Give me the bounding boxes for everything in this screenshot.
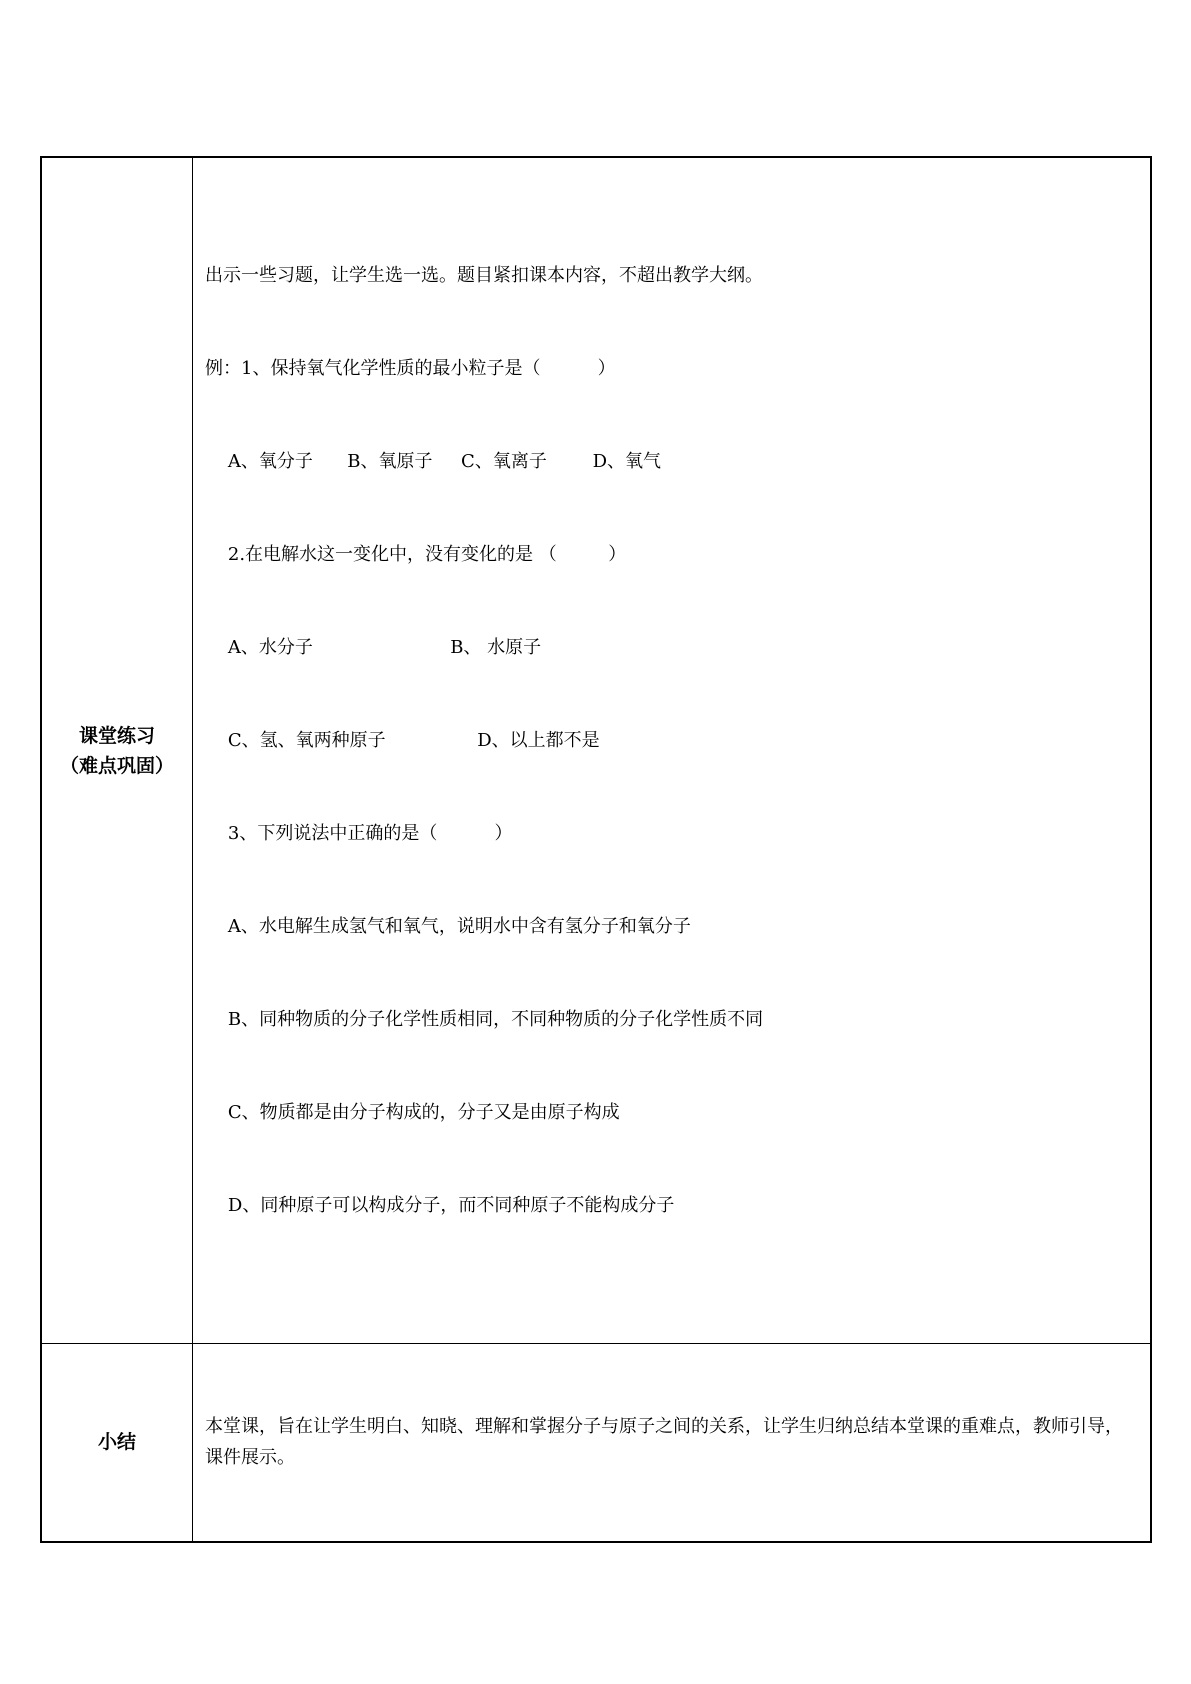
lesson-plan-table <box>40 156 1152 1543</box>
practice-label <box>42 721 192 781</box>
question-3-option-a-line: A、水电解生成氢气和氧气，说明水中含有氢分子和氧分子 <box>205 916 691 937</box>
question-2-options-ab-line: A、水分子 B、 水原子 <box>205 637 542 658</box>
practice-intro-line: 出示一些习题，让学生选一选。题目紧扣课本内容，不超出教学大纲。 <box>205 265 763 286</box>
practice-label-cell <box>41 157 193 1344</box>
summary-row <box>41 1344 1151 1542</box>
question-3-option-b-line: B、同种物质的分子化学性质相同，不同种物质的分子化学性质不同 <box>205 1009 764 1030</box>
question-1-options-line: A、氧分子 B、氧原子 C、氧离子 D、氧气 <box>205 451 662 472</box>
practice-content-cell <box>193 157 1152 1344</box>
practice-label-line2: （难点巩固） <box>59 754 174 777</box>
question-3-line: 3、下列说法中正确的是（ ） <box>205 823 513 844</box>
question-2-line: 2.在电解水这一变化中，没有变化的是 （ ） <box>205 544 627 565</box>
summary-label: 小结 <box>97 1431 136 1454</box>
question-3-option-c-line: C、物质都是由分子构成的，分子又是由原子构成 <box>205 1102 620 1123</box>
summary-text: 本堂课，旨在让学生明白、知晓、理解和掌握分子与原子之间的关系，让学生归纳总结本堂课的重难点，教师引导，课件展示。 <box>205 1416 1123 1469</box>
practice-content <box>193 158 1150 1343</box>
question-3-option-d-line: D、同种原子可以构成分子，而不同种原子不能构成分子 <box>205 1195 675 1216</box>
question-1-line: 例：1、保持氧气化学性质的最小粒子是（ ） <box>205 358 616 379</box>
summary-content-cell <box>193 1344 1152 1542</box>
practice-label-line1: 课堂练习 <box>78 724 155 747</box>
question-2-options-cd-line: C、氢、氧两种原子 D、以上都不是 <box>205 730 600 751</box>
practice-row <box>41 157 1151 1344</box>
summary-label-cell <box>41 1344 193 1542</box>
